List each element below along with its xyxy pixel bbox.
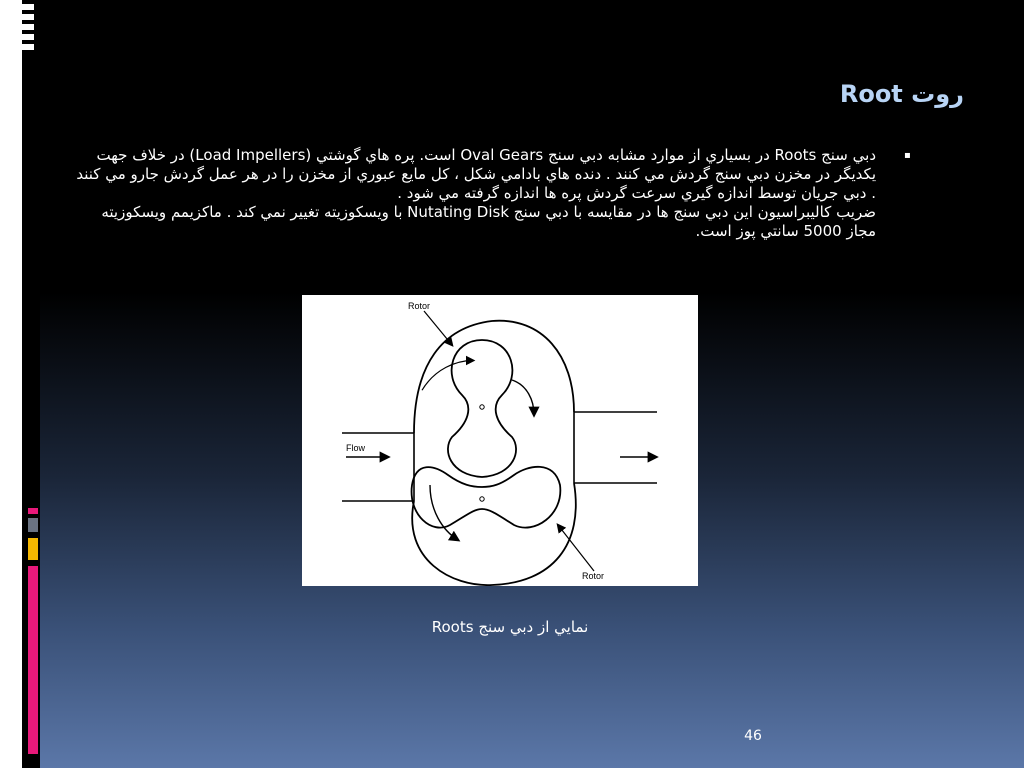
rotation-arrow-left — [422, 361, 473, 391]
deco-white-bar-3 — [22, 24, 34, 30]
deco-white-bar-2 — [22, 14, 34, 20]
housing-lower — [412, 483, 576, 585]
rotor-label-top: Rotor — [408, 301, 431, 311]
vertical-rotor-shaft — [480, 405, 484, 409]
body-paragraph-1: دبي سنج Roots در بسياري از موارد مشابه دبي سنج Oval Gears است. پره هاي گوشتي (Load Impellers) در خلاف جهت يكديگر در مخزن دبي سنج گردش مي كنند . دنده هاي بادامي شكل ، كل مايع عبوري از مخزن را در هر عمل گردش جارو مي كنند . دبي جريان توسط اندازه گيري سرعت گردش پره ها اندازه گرفته مي شود . — [76, 146, 876, 202]
deco-pink-bar-2 — [28, 566, 38, 754]
page-number: 46 — [744, 728, 762, 744]
housing-upper — [414, 321, 574, 433]
deco-yellow-bar — [28, 538, 38, 560]
rotation-arrow-right — [512, 380, 534, 415]
body-paragraph-2: ضريب كاليبراسيون اين دبي سنج ها در مقايسه با دبي سنج Nutating Disk با ويسكوزيته تغيير نمي كند . ماكزيمم ويسكوزيته مجاز 5000 سانتي پوز است. — [101, 203, 876, 240]
slide-title: روت Root — [839, 80, 964, 108]
deco-white-bar-4 — [22, 34, 34, 40]
roots-meter-diagram — [302, 295, 698, 586]
figure-caption: نمايي از دبي سنج Roots — [431, 618, 589, 636]
rotor-leader-top — [424, 311, 452, 345]
bullet-marker: ▪ — [904, 150, 911, 161]
rotor-leader-bottom — [558, 525, 594, 571]
rotation-arrow-bottom — [430, 485, 458, 540]
roots-meter-svg — [302, 295, 698, 586]
deco-gray-bar — [28, 518, 38, 532]
vertical-rotor — [448, 340, 516, 477]
decorative-bars — [22, 0, 40, 768]
deco-white-bar-5 — [22, 44, 34, 50]
deco-white-bar-1 — [22, 4, 34, 10]
deco-pink-bar-1 — [28, 508, 38, 514]
horizontal-rotor-shaft — [480, 497, 484, 501]
rotor-label-bottom: Rotor — [582, 571, 605, 581]
flow-label: Flow — [346, 443, 366, 453]
body-text — [76, 146, 876, 241]
